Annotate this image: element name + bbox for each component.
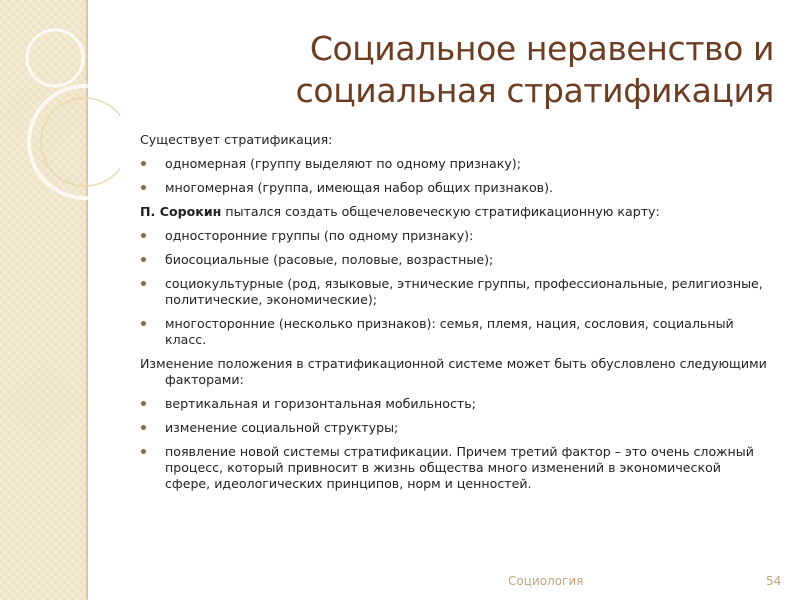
text-paragraph — [140, 204, 770, 220]
page-number: 54 — [766, 574, 782, 588]
text-paragraph: Изменение положения в стратификационной системе может быть обусловлено следующими факторами: — [140, 356, 767, 387]
bullet-item: изменение социальной структуры; — [140, 420, 770, 436]
bullet-item: биосоциальные (расовые, половые, возрастные); — [140, 252, 770, 268]
paragraph-text: пытался создать общечеловеческую стратификационную карту: — [221, 204, 660, 219]
bullet-item: вертикальная и горизонтальная мобильность; — [140, 396, 770, 412]
text-paragraph: Существует стратификация: — [140, 132, 333, 147]
bullet-item: социокультурные (род, языковые, этнические группы, профессиональные, религиозные, политические, экономические); — [140, 276, 770, 308]
bullet-item: многомерная (группа, имеющая набор общих признаков). — [140, 180, 770, 196]
decorative-circles — [0, 0, 120, 210]
slide-content — [140, 132, 770, 500]
author-name: П. Сорокин — [140, 204, 222, 219]
slide-title-line2: социальная стратификация — [295, 71, 774, 110]
bullet-item: появление новой системы стратификации. Причем третий фактор – это очень сложный процесс, который привносит в жизнь общества много изменений в экономической сфере, идеологических принципов, норм и ценностей. — [140, 444, 770, 492]
bullet-item: односторонние группы (по одному признаку): — [140, 228, 770, 244]
footer-label: Социология — [508, 574, 584, 588]
bullet-item: многосторонние (несколько признаков): семья, племя, нация, сословия, социальный класс. — [140, 316, 770, 348]
slide-title — [154, 28, 774, 112]
bullet-item: одномерная (группу выделяют по одному признаку); — [140, 156, 770, 172]
slide-title-line1: Социальное неравенство и — [309, 29, 774, 68]
